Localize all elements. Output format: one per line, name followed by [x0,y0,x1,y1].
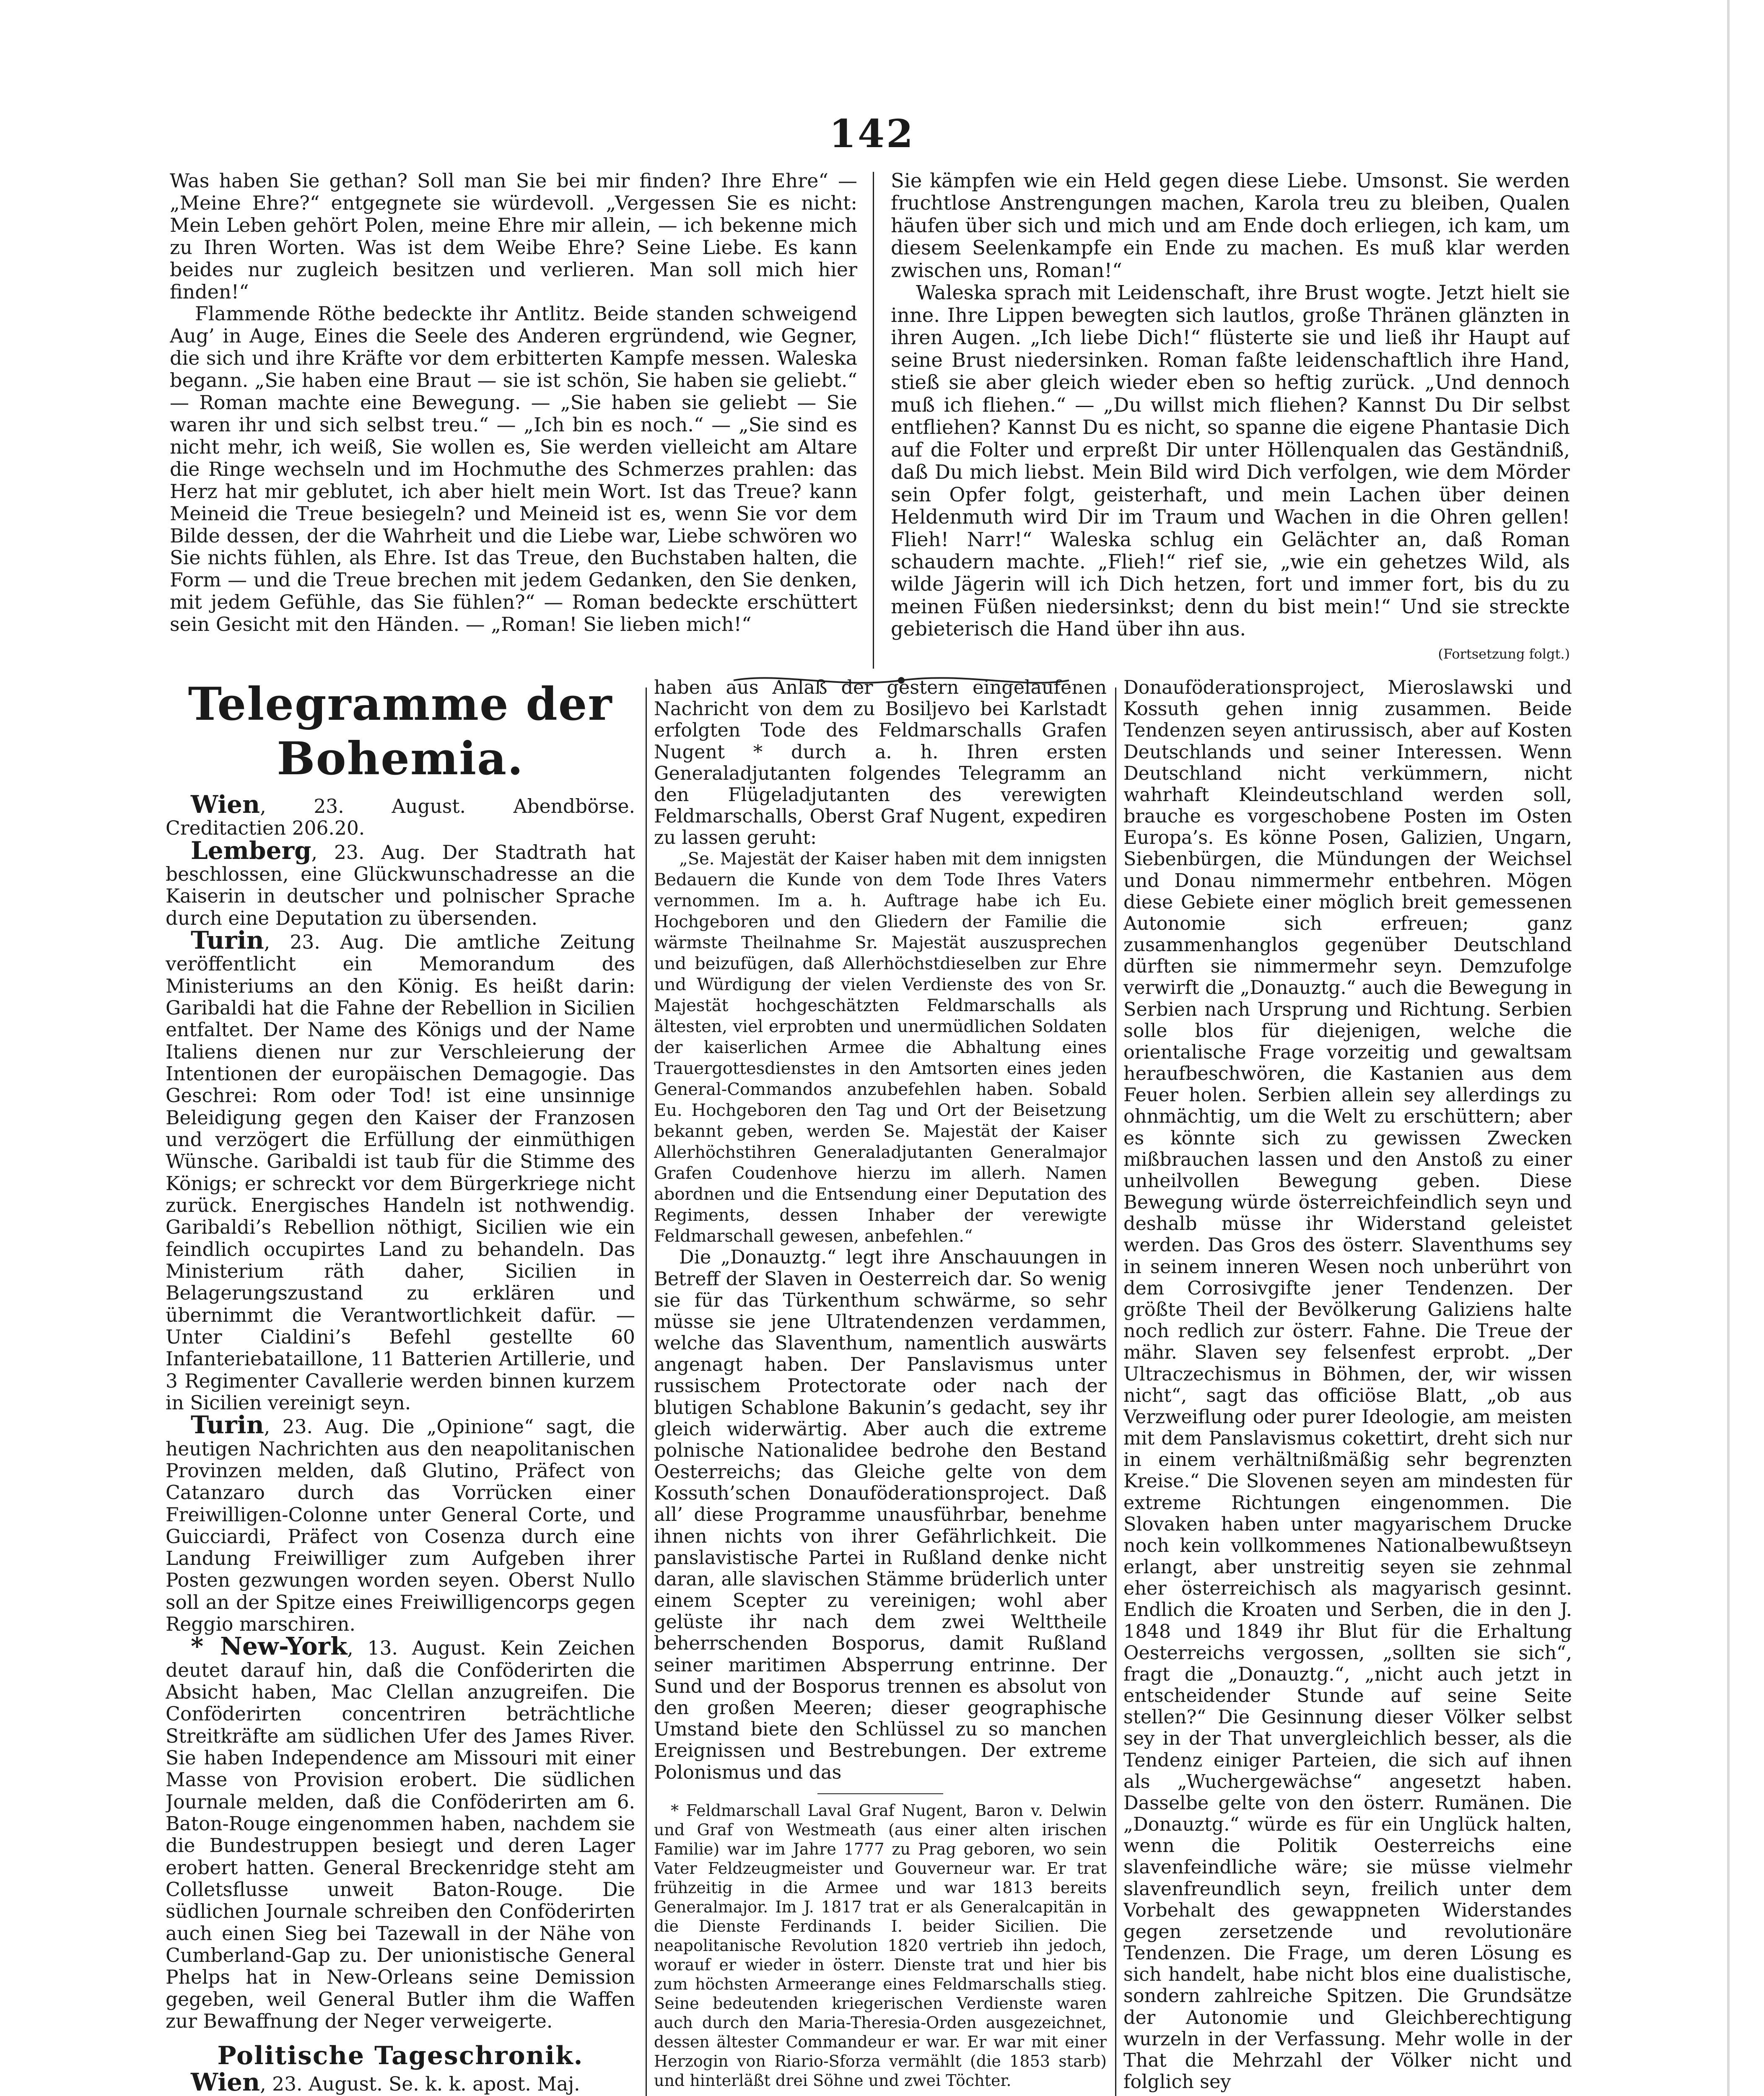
continuation-note: (Fortsetzung folgt.) [1438,646,1570,662]
column-divider [646,687,647,2096]
telegram-place: Turin [191,1411,264,1440]
telegram-item [166,836,635,929]
telegram-item [166,1632,635,2033]
story-paragraph: Waleska sprach mit Leidenschaft, ihre Brust wogte. Jetzt hielt sie inne. Ihre Lippen bewegten sich lautlos, große Thränen glänzten in ihren Augen. „Ich liebe Dich!“ flüsterte sie und ließ ihr Haupt auf seine Brust niedersinken. Roman faßte leidenschaftlich ihre Hand, stieß sie aber gleich wieder eben so heftig zurück. „Und dennoch muß ich fliehen.“ — „Du willst mich fliehen? Kannst Du Dir selbst entfliehen? Kannst Du es nicht, so spanne die eigene Phantasie Dich auf die Folter und erpreßt Dir unter Höllenqualen das Geständniß, daß Du mich liebst. Mein Bild wird Dich verfolgen, wie dem Mörder sein Opfer folgt, geisterhaft, und mein Lachen über deinen Heldenmuth wird Dir im Traum und Wachen in die Ohren gellen! Flieh! Narr!“ Waleska schlug ein Gelächter an, daß Roman schaudern machte. „Flieh!“ rief sie, „wie ein gehetzes Wild, als wilde Jägerin will ich Dich hetzen, fort und immer fort, bis du zu meinen Füßen niedersinkst; denn du bist mein!“ Und sie streckte gebieterisch die Hand über ihn aus. [891,281,1570,641]
page-edge-shadow [1727,0,1730,2096]
story-paragraph: Flammende Röthe bedeckte ihr Antlitz. Beide standen schweigend Aug’ in Auge, Eines die Seele des Anderen ergründend, wie Gegner, die sich und ihre Kräfte vor dem erbitterten Kampfe messen. Waleska begann. „Sie haben eine Braut — sie ist schön, Sie haben sie geliebt.“ — Roman machte eine Bewegung. — „Sie haben sie geliebt — Sie waren ihr und sich selbst treu.“ — „Ich bin es noch.“ — „Sie sind es nicht mehr, ich weiß, Sie wollen es, Sie werden vielleicht am Altare die Ringe wechseln und im Hochmuthe des Schmerzes prahlen: das Herz hat mir geblutet, ich aber hielt mein Wort. Ist das Treue? kann Meineid die Treue besiegeln? und Meineid ist es, wenn Sie vor dem Bilde dessen, der die Wahrheit und die Liebe war, Liebe schwören wo Sie nichts fühlen, als Ehre. Ist das Treue, den Buchstaben halten, die Form — und die Treue brechen mit jedem Gedanken, den Sie denken, mit jedem Gefühle, das Sie fühlen?“ — Roman bedeckte erschüttert sein Gesicht mit den Händen. — „Roman! Sie lieben mich!“ [170,302,857,636]
telegram-text: , 23. Aug. Der Stadtrath hat beschlossen, eine Glückwunschadresse an die Kaiserin in deutscher und polnischer Sprache durch eine Deputation zu übersenden. [166,841,635,929]
footnote-text: * Feldmarschall Laval Graf Nugent, Baron v. Delwin und Graf von Westmeath (aus einer alten irischen Familie) war im Jahre 1777 zu Prag geboren, wo sein Vater Feldzeugmeister und Gouverneur war. Er trat frühzeitig in die Armee und war 1813 bereits Generalmajor. Im J. 1817 trat er als Generalcapitän in die Dienste Ferdinands I. beider Sicilien. Die neapolitanische Revolution 1820 vertrieb ihn jedoch, worauf er wieder in österr. Dienste trat und hier bis zum höchsten Armeerange eines Feldmarschalls stieg. Seine bedeutenden kriegerischen Verdienste waren auch durch den Maria-Theresia-Orden ausgezeichnet, dessen ältester Commandeur er war. Er war mit einer Herzogin von Riario-Sforza vermählt (die 1853 starb) und hinterläßt drei Söhne und zwei Töchter. [654,1801,1107,2090]
telegram-text: , 23. Aug. Die amtliche Zeitung veröffentlicht ein Memorandum des Ministeriums an den König. Es heißt darin: Garibaldi hat die Fahne der Rebellion in Sicilien entfaltet. Der Name des Königs und der Name Italiens dienen nur zur Verschleierung der Intentionen der europäischen Demagogie. Das Geschrei: Rom oder Tod! ist eine unsinnige Beleidigung gegen den Kaiser der Franzosen und verzögert die Erfüllung der einmüthigen Wünsche. Garibaldi ist taub für die Stimme des Königs; er schreckt vor dem Bürgerkriege nicht zurück. Energisches Handeln ist nothwendig. Garibaldi’s Rebellion nöthigt, Sicilien wie ein feindlich occupirtes Land zu behandeln. Das Ministerium räth daher, Sicilien in Belagerungszustand zu erklären und übernimmt die Verantwortlichkeit dafür. — Unter Cialdini’s Befehl gestellte 60 Infanteriebataillone, 11 Batterien Artillerie, und 3 Regimenter Cavallerie werden binnen kurzem in Sicilien vereinigt seyn. [166,931,635,1414]
footnote [654,1801,1107,2090]
telegram-text: , 13. August. Kein Zeichen deutet darauf hin, daß die Conföderirten die Absicht haben, Mac Clellan anzugreifen. Die Conföderirten concentriren beträchtliche Streitkräfte am südlichen Ufer des James River. Sie haben Independence am Missouri mit einer Masse von Provision erobert. Die südlichen Journale melden, daß die Conföderirten am 6. Baton-Rouge eingenommen haben, nachdem sie die Bundestruppen besiegt und deren Lager erobert hatten. General Breckenridge steht am Colletsflusse unweit Baton-Rouge. Die südlichen Journale schreiben den Conföderirten auch einen Sieg bei Tazewall in der Nähe von Cumberland-Gap zu. Der unionistische General Phelps hat in New-Orleans seine Demission gegeben, weil General Butler ihm die Waffen zur Bewaffnung der Neger verweigerte. [166,1637,635,2033]
telegram-item [166,1411,635,1636]
story-column-right [891,170,1570,667]
column-divider [1115,687,1116,2096]
footnote-rule [817,1793,943,1794]
telegram-column [166,677,635,2096]
telegram-text: , 23. August. Abendbörse. Creditactien 206.20. [166,795,635,840]
news-column-right [1123,677,1572,2096]
column-divider [873,172,874,669]
telegram-item [166,790,635,840]
subsection-heading: Politische Tageschronik. [217,2041,584,2071]
telegram-text: , 23. Aug. Die „Opinione“ sagt, die heutigen Nachrichten aus den neapolitanischen Provinzen melden, daß Glutino, Präfect von Catanzaro durch das Vorrücken einer Freiwilligen-Colonne unter General Corte, und Guicciardi, Präfect von Cosenza durch eine Landung Freiwilliger zum Aufgeben ihrer Posten gezwungen worden seyen. Oberst Nullo soll an der Spitze eines Freiwilligencorps gegen Reggio marschiren. [166,1416,635,1636]
story-column-left [170,170,857,660]
chronicle-place: Wien [191,2067,260,2096]
telegram-place: Wien [191,790,260,819]
story-paragraph: Was haben Sie gethan? Soll man Sie bei mir finden? Ihre Ehre“ — „Meine Ehre?“ entgegnete sie würdevoll. „Vergessen Sie es nicht: Mein Leben gehört Polen, meine Ehre mir allein, — ich bekenne mich zu Ihren Worten. Was ist dem Weibe Ehre? Seine Liebe. Es kann beides nur zugleich besitzen und verlieren. Man soll mich hier finden!“ [170,170,857,303]
news-paragraph: Die „Donauztg.“ legt ihre Anschauungen in Betreff der Slaven in Oesterreich dar. So wenig sie für das Türkenthum schwärme, so sehr müsse sie jene Ultratendenzen verdammen, welche das Slaventhum, namentlich auswärts angenagt haben. Der Panslavismus unter russischem Protectorate oder nach der blutigen Schablone Bakunin’s gedacht, sey ihr gleich widerwärtig. Aber auch die extreme polnische Nationalidee bedrohe den Bestand Oesterreichs; das Gleiche gelte von dem Kossuth’schen Donauföderationsproject. Daß all’ diese Programme unausführbar, benehme ihnen nichts von ihrer Gefährlichkeit. Die panslavistische Partei in Rußland denke nicht daran, alle slavischen Stämme brüderlich unter einem Scepter zu vereinigen; wohl aber gelüste ihr nach dem zwei Welttheile beherrschenden Bosporus, damit Rußland seiner maritimen Absperrung entrinne. Der Sund und der Bosporus trennen es absolut von den großen Meeren; dieser geographische Umstand biete den Schlüssel zu so manchen Ereignissen und Bestrebungen. Der extreme Polonismus und das [654,1247,1107,1783]
chronicle-item [166,2067,635,2096]
news-paragraph: Donauföderationsproject, Mieroslawski und Kossuth gehen innig zusammen. Beide Tendenzen seyen antirussisch, aber auf Kosten Deutschlands und seiner Interessen. Wenn Deutschland nicht verkümmern, nicht wahrhaft Kleindeutschland werden soll, brauche es vorgeschobene Posten im Osten Europa’s. Es könne Posen, Galizien, Ungarn, Siebenbürgen, die Mündungen der Weichsel und Donau nimmermehr entbehren. Mögen diese Gebiete einer möglich breit gemessenen Autonomie sich erfreuen; ganz zusammenhanglos gegenüber Deutschland dürften sie nimmermehr seyn. Demzufolge verwirft die „Donauztg.“ auch die Bewegung in Serbien nach Ursprung und Richtung. Serbien solle blos für diejenigen, welche die orientalische Frage vorzeitig und gewaltsam heraufbeschwören, die Kastanien aus dem Feuer holen. Serbien allein sey allerdings zu ohnmächtig, um die Welt zu erschüttern; aber es könnte sich zu gewissen Zwecken mißbrauchen lassen und den Anstoß zu einer unheilvollen Bewegung geben. Diese Bewegung würde österreichfeindlich seyn und deshalb müsse ihr Widerstand geleistet werden. Das Gros des österr. Slaventhums sey in seinem inneren Wesen noch unberührt von dem Corrosivgifte jener Tendenzen. Der größte Theil der Bevölkerung Galiziens halte noch redlich zur österr. Fahne. Die Treue der mähr. Slaven sey felsenfest erprobt. „Der Ultraczechismus in Böhmen, der, wir wissen nicht“, sagt das officiöse Blatt, „ob aus Verzweiflung oder purer Ideologie, am meisten mit dem Panslavismus cokettirt, dreht sich nur in einem verhältnißmäßig sehr begrenzten Kreise.“ Die Slovenen seyen am mindesten für extreme Richtungen eingenommen. Die Slovaken haben unter magyarischem Drucke noch kein vollkommenes Nationalbewußtseyn erlangt, aber unstreitig seyen sie zehnmal eher österreichisch als magyarisch gesinnt. Endlich die Kroaten und Serben, die in den J. 1848 und 1849 ihr Blut für die Erhaltung Oesterreichs vergossen, „sollten sie sich“, fragt die „Donauztg.“, „nicht auch jetzt in entscheidender Stunde auf seine Seite stellen?“ Die Gesinnung dieser Völker selbst sey in der That unvergleichlich besser, als die Tendenz einiger Parteien, die sich auf ihnen als „Wuchergewächse“ angesetzt haben. Dasselbe gelte von den österr. Rumänen. Die „Donauztg.“ würde es für ein Unglück halten, wenn die Politik Oesterreichs eine slavenfeindliche wäre; sie müsse vielmehr slavenfreundlich seyn, freilich unter dem Vorbehalt des gewappneten Widerstandes gegen zersetzende und revolutionäre Tendenzen. Die Frage, um deren Lösung es sich handelt, habe nicht blos eine dualistische, sondern zahlreiche Spitzen. Die Grundsätze der Autonomie und Gleichberechtigung wurzeln in der Verfassung. Mehr wolle in der That die Mehrzahl der Völker nicht und folglich sey [1123,677,1572,2093]
telegram-item [166,926,635,1414]
telegram-place: Turin [191,926,264,955]
chronicle-text: , 23. August. Se. k. k. apost. Maj. [260,2073,580,2095]
quote-text: „Se. Majestät der Kaiser haben mit dem innigsten Bedauern die Kunde von dem Tode Ihres Vaters vernommen. Im a. h. Auftrage habe ich Eu. Hochgeboren und den Gliedern der Familie die wärmste Theilnahme Sr. Majestät auszusprechen und beizufügen, daß Allerhöchstdieselben zur Ehre und Würdigung der vielen Verdienste des von Sr. Majestät hochgeschätzten Feldmarschalls als ältesten, viel erprobten und unermüdlichen Soldaten der kaiserlichen Armee die Abhaltung eines Trauergottesdienstes in den Amtsorten eines jeden General-Commandos anzubefehlen haben. Sobald Eu. Hochgeboren den Tag und Ort der Beisetzung bekannt geben, werden Se. Majestät der Kaiser Allerhöchstihren Generaladjutanten Generalmajor Grafen Coudenhove hierzu im allerh. Namen abordnen und die Entsendung einer Deputation des Regiments, dessen Inhaber der verewigte Feldmarschall gewesen, anbefehlen.“ [654,849,1107,1246]
telegram-place: Lemberg [191,836,311,865]
section-heading: Telegramme der Bohemia. [188,678,613,785]
page-number: 142 [829,111,915,156]
news-paragraph: haben aus Anlaß der gestern eingelaufenen Nachricht von dem zu Bosiljevo bei Karlstadt erfolgten Tode des Feldmarschalls Grafen Nugent * durch a. h. Ihren ersten Generaladjutanten folgendes Telegramm an den Flügeladjutanten des verewigten Feldmarschalls, Oberst Graf Nugent, expediren zu lassen geruht: [654,677,1107,849]
news-column-middle [654,677,1107,2096]
telegram-quote [654,848,1107,1247]
story-paragraph: Sie kämpfen wie ein Held gegen diese Liebe. Umsonst. Sie werden fruchtlose Anstrengungen machen, Karola treu zu bleiben, Qualen häufen über sich und mich und am Ende doch erliegen, ich kam, um diesem Seelenkampfe ein Ende zu machen. Es muß klar werden zwischen uns, Roman!“ [891,170,1570,282]
telegram-place: * New-York [191,1632,348,1661]
